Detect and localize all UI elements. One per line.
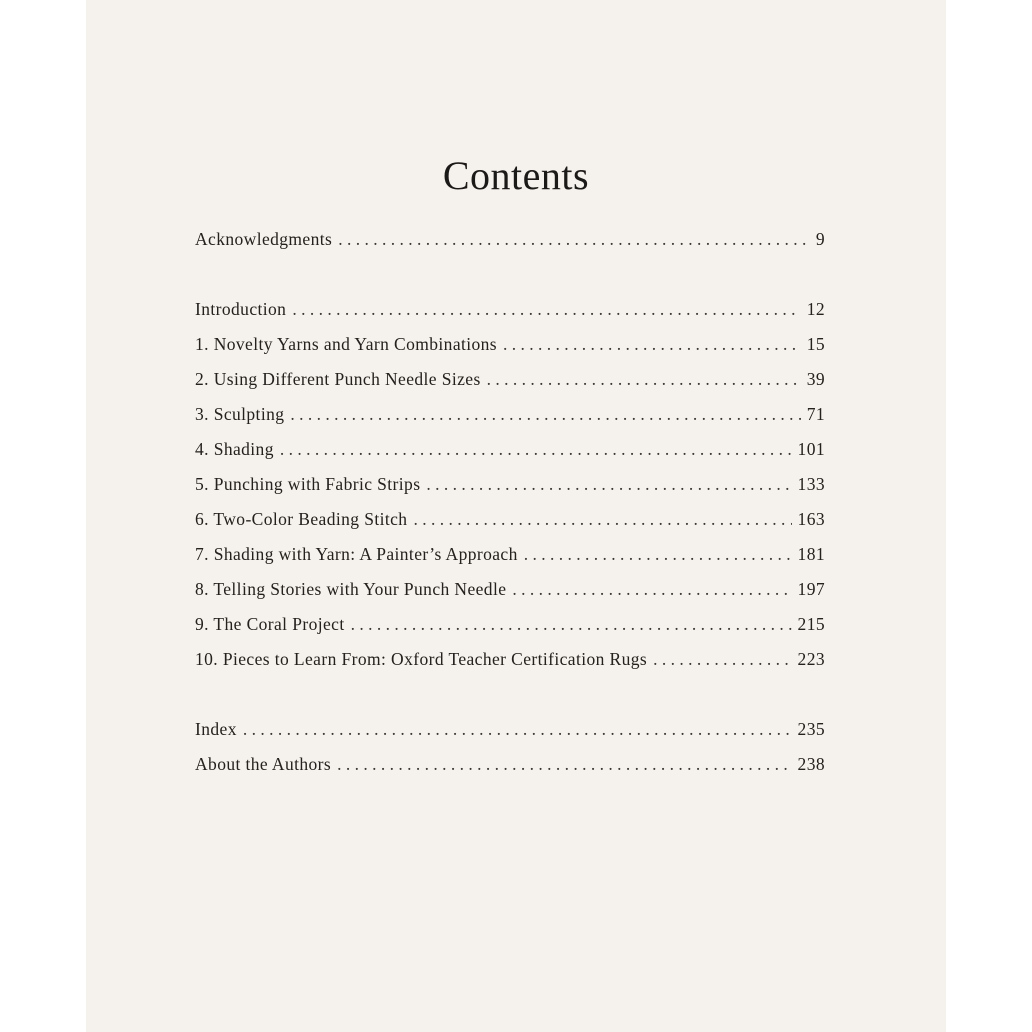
dot-leader (292, 292, 800, 327)
toc-entry-page: 223 (797, 649, 825, 669)
toc-entry-page: 197 (797, 579, 825, 599)
toc-entry-label: Acknowledgments (195, 229, 333, 249)
dot-leader (290, 397, 800, 432)
toc-entry-label: 6. Two-Color Beading Stitch (195, 509, 408, 529)
toc-entry-about-the-authors[interactable] (195, 747, 825, 782)
toc-entry-chapter-5[interactable] (195, 467, 825, 502)
toc-entry-page: 15 (806, 334, 825, 354)
toc-entry-chapter-2[interactable] (195, 362, 825, 397)
page-title: Contents (442, 153, 590, 198)
dot-leader (503, 327, 801, 362)
toc-entry-page: 238 (797, 754, 825, 774)
dot-leader (512, 572, 791, 607)
toc-entry-label: About the Authors (195, 754, 332, 774)
toc-entry-page: 163 (797, 509, 825, 529)
dot-leader (243, 712, 792, 747)
toc-entry-label: 5. Punching with Fabric Strips (195, 474, 421, 494)
toc-entry-label: 2. Using Different Punch Needle Sizes (195, 369, 481, 389)
toc-entry-label: 7. Shading with Yarn: A Painter’s Approach (195, 544, 518, 564)
toc-entry-page: 12 (806, 299, 825, 319)
toc-entry-page: 9 (815, 229, 825, 249)
section-spacer (195, 257, 825, 292)
toc-entry-chapter-7[interactable] (195, 537, 825, 572)
dot-leader (487, 362, 801, 397)
section-spacer (195, 677, 825, 712)
dot-leader (524, 537, 792, 572)
toc-entry-page: 181 (797, 544, 825, 564)
dot-leader (413, 502, 791, 537)
dot-leader (351, 607, 792, 642)
toc-entry-label: 9. The Coral Project (195, 614, 345, 634)
dot-leader (653, 642, 791, 677)
toc-entry-page: 101 (797, 439, 825, 459)
toc-entry-acknowledgments[interactable] (195, 222, 825, 257)
toc-entry-label: 1. Novelty Yarns and Yarn Combinations (195, 334, 498, 354)
dot-leader (426, 467, 791, 502)
toc-entry-chapter-3[interactable] (195, 397, 825, 432)
dot-leader (280, 432, 792, 467)
toc-entry-page: 39 (806, 369, 825, 389)
toc-entry-chapter-8[interactable] (195, 572, 825, 607)
toc-entry-label: 8. Telling Stories with Your Punch Needle (195, 579, 507, 599)
book-page (86, 0, 946, 1032)
toc-entry-chapter-4[interactable] (195, 432, 825, 467)
toc-entry-chapter-6[interactable] (195, 502, 825, 537)
toc-entry-page: 235 (797, 719, 825, 739)
toc-entry-introduction[interactable] (195, 292, 825, 327)
toc-entry-label: 4. Shading (195, 439, 274, 459)
toc-entry-page: 215 (797, 614, 825, 634)
toc-entry-label: 3. Sculpting (195, 404, 285, 424)
toc-entry-page: 133 (797, 474, 825, 494)
dot-leader (337, 747, 791, 782)
table-of-contents (195, 222, 825, 782)
toc-entry-chapter-10[interactable] (195, 642, 825, 677)
toc-entry-chapter-9[interactable] (195, 607, 825, 642)
toc-entry-chapter-1[interactable] (195, 327, 825, 362)
dot-leader (338, 222, 810, 257)
toc-entry-label: Index (195, 719, 237, 739)
toc-entry-index[interactable] (195, 712, 825, 747)
toc-entry-label: 10. Pieces to Learn From: Oxford Teacher Certification Rugs (195, 649, 648, 669)
toc-entry-page: 71 (806, 404, 825, 424)
toc-entry-label: Introduction (195, 299, 287, 319)
